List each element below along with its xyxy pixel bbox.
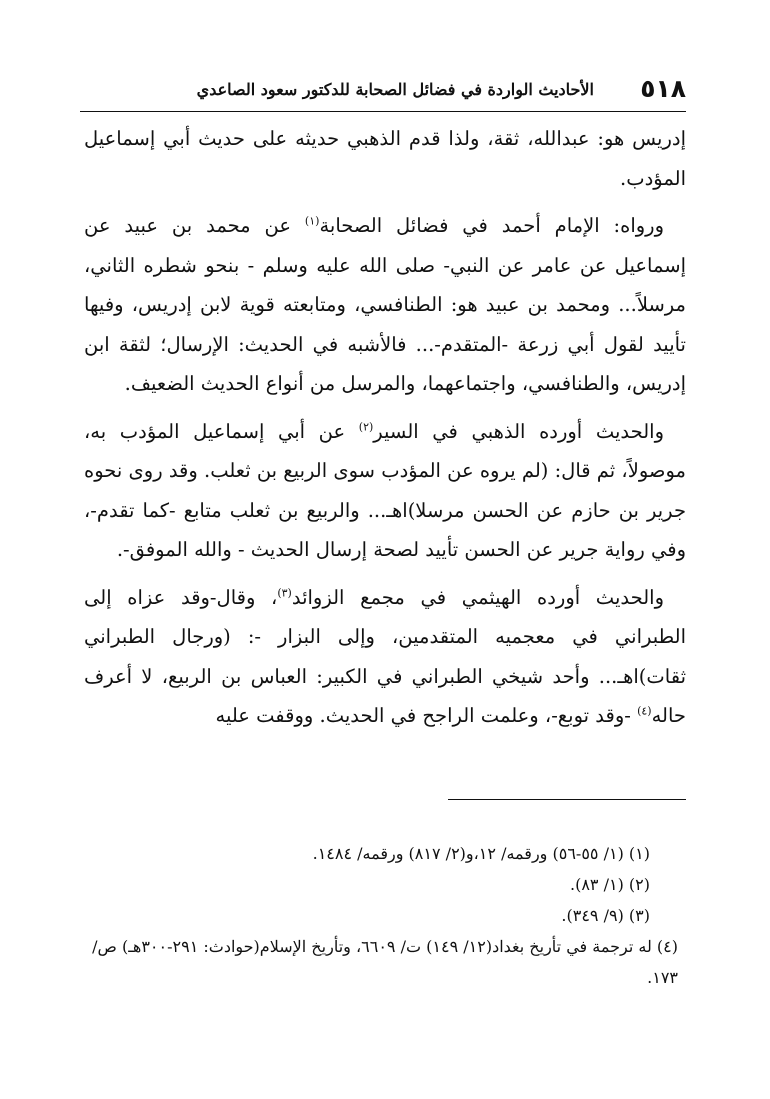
- paragraph-4: والحديث أورده الهيثمي في مجمع الزوائد$^{(٣)}$، وقال-وقد عزاه إلى الطبراني في معجميه المتقدمين، وإلى البزار -: (ورجال الطبراني ثقات)اهـ... وأحد شيخي الطبراني في الكبير: العباس بن الربيع، لا أعرف حاله$^{(٤)}$ -وقد توبع-، وعلمت الراجح في الحديث. ووقفت عليه: [84, 585, 686, 727]
- footnote-4: (٤) له ترجمة في تأريخ بغداد(١٢/ ١٤٩) ت/ ٦٦٠٩، وتأريخ الإسلام(حوادث: ٢٩١-٣٠٠هـ) ص/ ١٧٣.: [92, 937, 678, 987]
- footnote-ref-3[interactable]: (٣): [277, 586, 292, 599]
- footnote-ref-2[interactable]: (٢): [358, 420, 374, 433]
- page-number: ٥١٨: [640, 74, 686, 103]
- footnote-2: (٢) (١/ ٨٣).: [569, 875, 650, 894]
- paragraph-3: والحديث أورده الذهبي في السير$^{(٢)}$ عن أبي إسماعيل المؤدب به، موصولاً، ثم قال: (لم يروه عن المؤدب سوى الربيع بن ثعلب. وقد روى نحوه جرير بن حازم عن الحسن مرسلا)اهـ... والربيع بن ثعلب متابع -كما تقدم-، وفي رواية جرير عن الحسن تأييد لصحة إرسال الحديث - والله الموفق-.: [84, 419, 686, 561]
- footnote-ref-1[interactable]: (١): [304, 214, 320, 228]
- paragraph-1: إدريس هو: عبدالله، ثقة، ولذا قدم الذهبي حديثه على حديث أبي إسماعيل المؤدب.: [84, 127, 686, 190]
- main-text: [84, 119, 686, 736]
- footnote-1: (١) (١/ ٥٥-٥٦) ورقمه/ ١٢،و(٢/ ٨١٧) ورقمه/ ١٤٨٤.: [312, 844, 650, 863]
- footnote-divider: [448, 799, 686, 800]
- page-header: [80, 72, 686, 106]
- footnotes: [86, 838, 678, 993]
- footnote-3: (٣) (٩/ ٣٤٩).: [561, 906, 650, 925]
- paragraph-2: ورواه: الإمام أحمد في فضائل الصحابة$^{(١)}$ عن محمد بن عبيد عن إسماعيل عن عامر عن النبي- صلى الله عليه وسلم - بنحو شطره الثاني، مرسلاً... ومحمد بن عبيد هو: الطنافسي، ومتابعته قوية لابن إدريس، وفيها تأييد لقول أبي زرعة -المتقدم-... فالأشبه في الحديث: الإرسال؛ لثقة ابن إدريس، والطنافسي، واجتماعهما، والمرسل من أنواع الحديث الضعيف.: [84, 214, 686, 395]
- running-title: الأحاديث الواردة في فضائل الصحابة للدكتور سعود الصاعدي: [196, 80, 594, 99]
- header-divider: [80, 111, 686, 112]
- footnote-ref-4[interactable]: (٤): [637, 704, 652, 718]
